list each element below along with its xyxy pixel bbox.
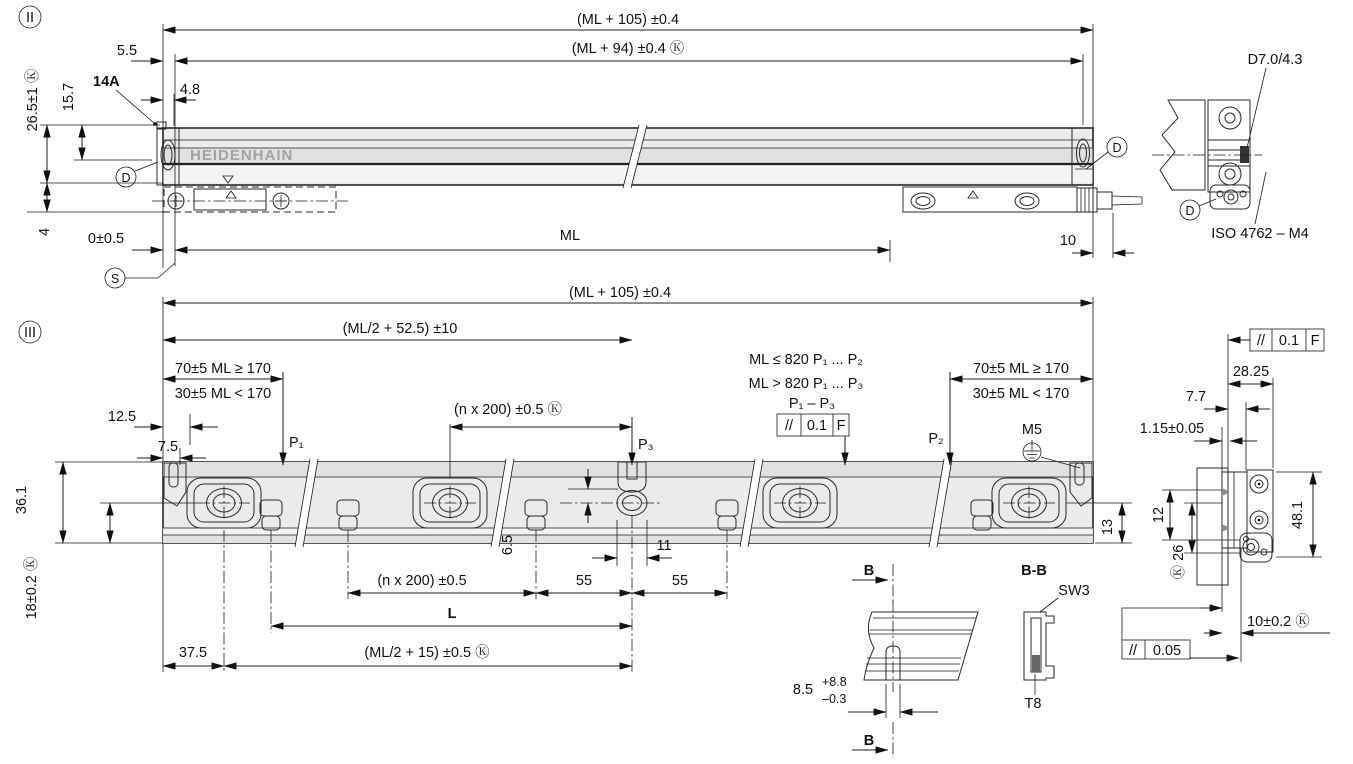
dim-half-length: (ML/2 + 52.5) ±10 xyxy=(342,321,458,337)
dim-48-1: 48.1 xyxy=(1290,500,1306,530)
label-t8: T8 xyxy=(1024,696,1042,712)
reading-head-section xyxy=(1247,470,1273,552)
cable xyxy=(1112,196,1142,205)
dim-L: L xyxy=(447,606,457,622)
dim-55-left: 55 xyxy=(575,573,593,589)
dim-4: 4 xyxy=(37,227,53,237)
note-cond1: ML ≤ 820 P₁ ... P₂ xyxy=(749,352,863,368)
dim-4-8: 4.8 xyxy=(179,82,201,98)
label-iso-screw: ISO 4762 – M4 xyxy=(1211,226,1309,242)
section-title-bb: B-B xyxy=(1021,563,1047,579)
clamp-springs xyxy=(1222,488,1230,532)
dim-1-15: 1.15±0.05 xyxy=(1139,421,1205,437)
fcf-top-symbol: // xyxy=(1256,333,1266,349)
m5-ground xyxy=(1022,422,1080,468)
section-b xyxy=(793,563,1090,758)
dim-26-k: Ⓚ 26 xyxy=(1171,544,1187,580)
dim-28-25: 28.25 xyxy=(1232,364,1270,380)
dim-5-5: 5.5 xyxy=(116,43,138,59)
fcf-symbol: // xyxy=(784,418,794,434)
dim-8-5: 8.5 xyxy=(792,682,814,698)
dim-edge-lt-right: 30±5 ML < 170 xyxy=(972,386,1070,402)
dim-7-5: 7.5 xyxy=(157,439,179,455)
note-cond2: ML > 820 P₁ ... P₃ xyxy=(748,376,864,392)
dim-37-5: 37.5 xyxy=(178,645,208,661)
set-screw xyxy=(1240,146,1249,163)
earth-ground-icon xyxy=(1023,440,1041,461)
dim-36-1: 36.1 xyxy=(14,485,30,515)
dim-overall-bottom: (ML + 105) ±0.4 xyxy=(568,285,672,301)
dim-pitch-k: (n x 200) ±0.5 Ⓚ xyxy=(454,402,562,418)
reference-mark-carriage-icon xyxy=(226,191,236,198)
profile-piece xyxy=(864,600,978,692)
dim-overall-top: (ML + 105) ±0.4 xyxy=(576,12,680,28)
label-sw3: SW3 xyxy=(1058,583,1090,599)
dim-zero: 0±0.5 xyxy=(87,231,125,247)
label-p3: P₃ xyxy=(638,437,654,453)
svg-text:D: D xyxy=(1112,141,1122,155)
dim-body-length: (ML + 94) ±0.4 Ⓚ xyxy=(571,41,685,57)
dim-edge-ge-left: 70±5 ML ≥ 170 xyxy=(175,361,271,377)
detail-view-mounting xyxy=(1152,52,1309,242)
dim-ml: ML xyxy=(559,228,581,244)
dim-15-7: 15.7 xyxy=(61,82,77,112)
label-p2: P₂ xyxy=(928,431,944,447)
fcf-top-side xyxy=(1228,329,1324,351)
dim-13: 13 xyxy=(1100,518,1116,536)
fcf-bot-symbol: // xyxy=(1128,643,1138,659)
scanning-carriage-left xyxy=(152,187,348,212)
svg-text:S: S xyxy=(110,272,120,286)
machine-part-hatched xyxy=(1160,100,1205,190)
note-p-range: P₁ – P₃ xyxy=(788,396,836,412)
top-view xyxy=(19,6,1142,288)
dim-7-7: 7.7 xyxy=(1185,389,1207,405)
dim-pitch: (n x 200) ±0.5 xyxy=(377,573,467,589)
view-marker-top: II xyxy=(25,10,35,26)
fcf-top-value: 0.1 xyxy=(1278,333,1300,349)
section-mark-b-top: B xyxy=(863,563,875,579)
fcf-bot-value: 0.05 xyxy=(1152,643,1182,659)
dim-55-right: 55 xyxy=(671,573,689,589)
dim-half-15: (ML/2 + 15) ±0.5 Ⓚ xyxy=(364,645,490,661)
dim-18: 18±0.2 Ⓚ xyxy=(24,556,40,620)
fcf-top-datum: F xyxy=(1310,333,1320,349)
dim-12-5: 12.5 xyxy=(107,409,137,425)
dim-26-5: 26.5±1 Ⓚ xyxy=(25,68,41,132)
svg-text:D: D xyxy=(1185,204,1195,218)
clamp-plate xyxy=(1210,185,1250,209)
view-marker-bottom: III xyxy=(23,325,37,341)
label-m5: M5 xyxy=(1021,422,1043,438)
section-bb xyxy=(1021,563,1090,712)
dim-tol-up: +8.8 xyxy=(822,675,847,689)
bb-slot-dark xyxy=(1032,655,1040,672)
dim-6-5: 6.5 xyxy=(500,534,516,556)
label-p1: P₁ xyxy=(289,435,304,451)
fcf-parallel-01F xyxy=(777,414,849,465)
dim-edge-lt-left: 30±5 ML < 170 xyxy=(174,386,272,402)
scale-cross-section xyxy=(1222,472,1247,548)
dim-10-top: 10 xyxy=(1059,233,1077,249)
dim-10-k: 10±0.2 Ⓚ xyxy=(1247,614,1310,630)
section-mark-b-bottom: B xyxy=(863,733,875,749)
svg-text:D: D xyxy=(121,171,131,185)
bottom-view xyxy=(14,285,1132,672)
side-view xyxy=(1122,329,1330,662)
dim-12: 12 xyxy=(1151,506,1167,524)
dim-11: 11 xyxy=(656,538,672,554)
label-bore: D7.0/4.3 xyxy=(1247,52,1303,68)
brand-logo: HEIDENHAIN xyxy=(190,147,294,164)
label-14a: 14A xyxy=(93,74,120,90)
dim-edge-ge-right: 70±5 ML ≥ 170 xyxy=(973,361,1069,377)
dim-tol-down: –0.3 xyxy=(822,692,847,706)
datum-d-detail xyxy=(1180,199,1216,220)
fcf-datum: F xyxy=(836,418,846,434)
scanning-carriage-right xyxy=(903,187,1142,212)
datum-s xyxy=(105,263,175,288)
reference-mark-icon xyxy=(968,191,978,198)
fcf-value: 0.1 xyxy=(806,418,828,434)
cable-connector xyxy=(1077,188,1142,212)
